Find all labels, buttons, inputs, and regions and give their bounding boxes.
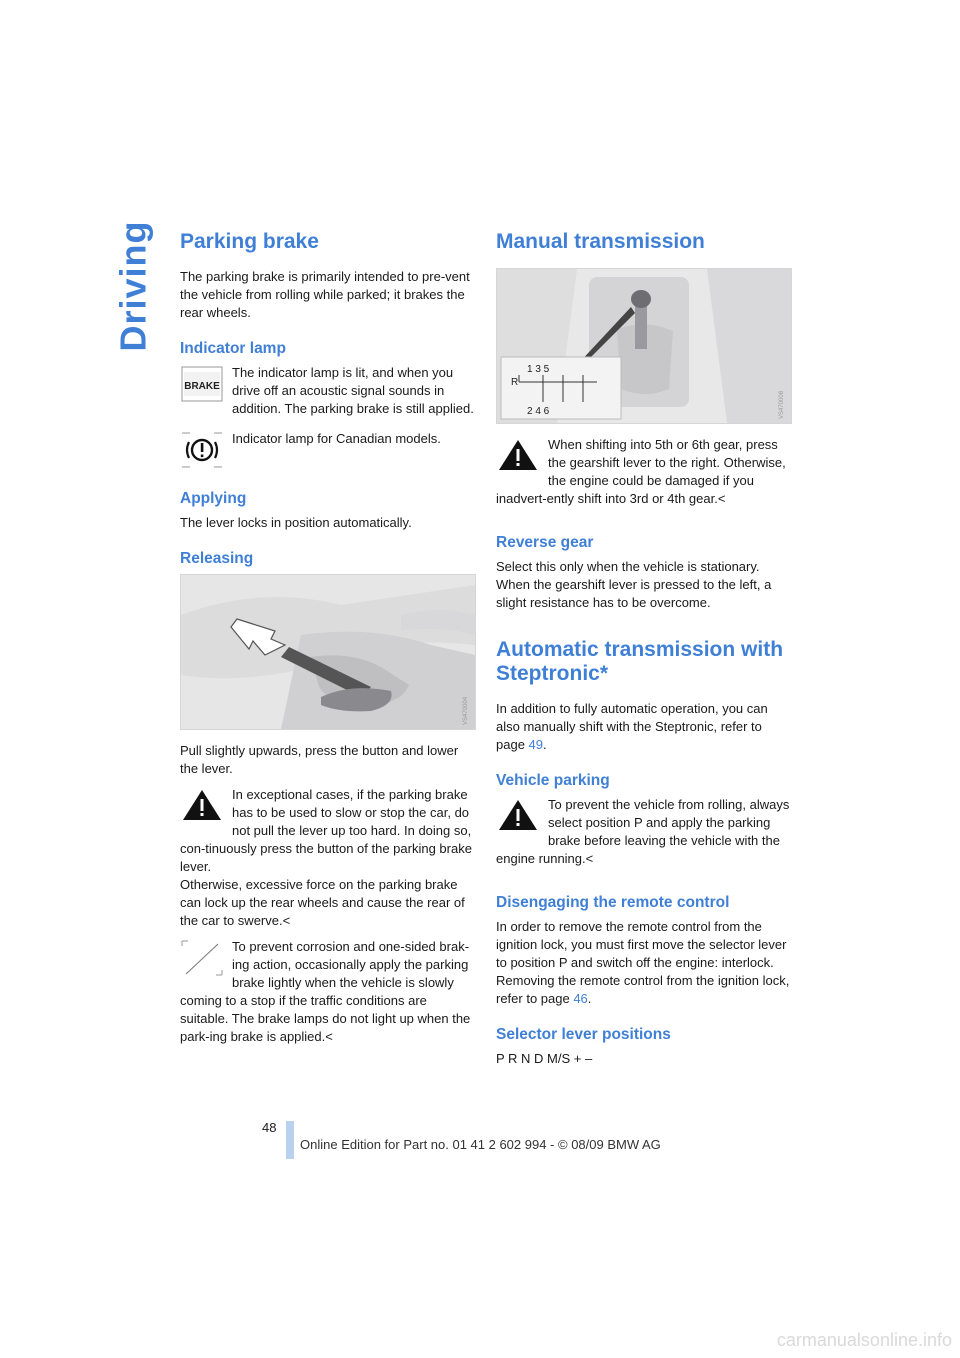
remote-text-after: . [587, 991, 592, 1006]
warning-triangle-icon [496, 796, 542, 836]
parking-brake-lever-image [180, 574, 476, 730]
corrosion-note-block [180, 938, 476, 1054]
exceptional-warning-text: In exceptional cases, if the parking brake has to be used to slow or stop the car, do not pull the lever up too hard. In doing so, con-tinuously press the button of the parking brake lever. [180, 787, 472, 874]
site-watermark: carmanualsonline.info [776, 1330, 952, 1350]
reverse-gear-heading: Reverse gear [496, 534, 594, 551]
svg-text:VS470004: VS470004 [463, 696, 469, 725]
brake-indicator-icon [180, 364, 226, 404]
applying-heading: Applying [180, 490, 247, 507]
canadian-brake-icon [180, 430, 226, 470]
manual-transmission-title: Manual transmission [496, 230, 705, 253]
vehicle-parking-heading: Vehicle parking [496, 772, 610, 789]
gear-bottom-label: 2 4 6 [527, 406, 550, 417]
section-tab [108, 220, 158, 352]
auto-text-before: In addition to fully automatic operation, you can also manually shift with the Steptronic, refer to page [496, 701, 768, 752]
page-49-link[interactable]: 49 [528, 737, 544, 752]
vehicle-parking-warning-block [496, 796, 792, 876]
vehicle-parking-warning-text: To prevent the vehicle from rolling, always select position P and apply the parking brake before leaving the vehicle with the engine running.< [496, 797, 790, 866]
gear-top-label: 1 3 5 [527, 364, 550, 375]
canadian-indicator-block [180, 430, 476, 472]
reverse-gear-text: Select this only when the vehicle is stationary. When the gearshift lever is pressed to the left, a slight resistance has to be overcome. [496, 559, 772, 610]
warning-triangle-icon [180, 786, 226, 826]
auto-text-after: . [543, 737, 547, 752]
selector-positions-heading: Selector lever positions [496, 1026, 671, 1043]
page-46-link[interactable]: 46 [573, 991, 588, 1006]
footer-bar [286, 1121, 294, 1159]
page-number: 48 [262, 1120, 277, 1135]
manual-warning-block [496, 436, 792, 516]
note-icon [180, 938, 226, 978]
selector-positions-text: P R N D M/S + – [496, 1051, 593, 1066]
indicator-lamp-text: The indicator lamp is lit, and when you drive off an acoustic signal sounds in addition. The parking brake is still applied. [232, 365, 474, 416]
canadian-indicator-text: Indicator lamp for Canadian models. [232, 431, 441, 446]
left-column [180, 230, 476, 1054]
indicator-lamp-heading: Indicator lamp [180, 340, 286, 357]
gearshift-image [496, 268, 792, 424]
parking-brake-intro: The parking brake is primarily intended to pre-vent the vehicle from rolling while parked; it brakes the rear wheels. [180, 269, 470, 320]
section-tab-label: Driving [112, 220, 154, 352]
automatic-transmission-title: Automatic transmission with Steptronic* [496, 638, 784, 685]
remote-text-before: In order to remove the remote control from the ignition lock, you must first move the selector lever to position P and switch off the engine: interlock. Removing the remote control from the ignition lock, refer to page [496, 919, 790, 1006]
parking-brake-title: Parking brake [180, 230, 319, 253]
remote-control-text [496, 918, 792, 1008]
exceptional-warning-block [180, 786, 476, 938]
gear-r-label: R [511, 377, 519, 388]
corrosion-note-text: To prevent corrosion and one-sided brak-ing action, occasionally apply the parking brake lightly when the vehicle is slowly coming to a stop if the traffic conditions are suitable. The brake lamps do not light up when the park-ing brake is applied.< [180, 939, 471, 1044]
remote-control-heading: Disengaging the remote control [496, 894, 730, 911]
indicator-lamp-block [180, 364, 476, 426]
right-column [496, 230, 792, 1076]
brake-icon-text: BRAKE [184, 381, 220, 392]
applying-text: The lever locks in position automatically. [180, 515, 412, 530]
releasing-heading: Releasing [180, 550, 254, 567]
releasing-text: Pull slightly upwards, press the button and lower the lever. [180, 743, 459, 776]
exceptional-warning-text-2: Otherwise, excessive force on the parking brake can lock up the rear wheels and cause the rear of the car to swerve.< [180, 877, 465, 928]
svg-text:VS470008: VS470008 [779, 390, 785, 419]
warning-triangle-icon [496, 436, 542, 476]
automatic-transmission-text [496, 700, 792, 754]
manual-warning-text: When shifting into 5th or 6th gear, press the gearshift lever to the right. Otherwise, the engine could be damaged if you inadvert-ently shift into 3rd or 4th gear.< [496, 437, 786, 506]
footer-edition: Online Edition for Part no. 01 41 2 602 994 - © 08/09 BMW AG [300, 1137, 661, 1152]
